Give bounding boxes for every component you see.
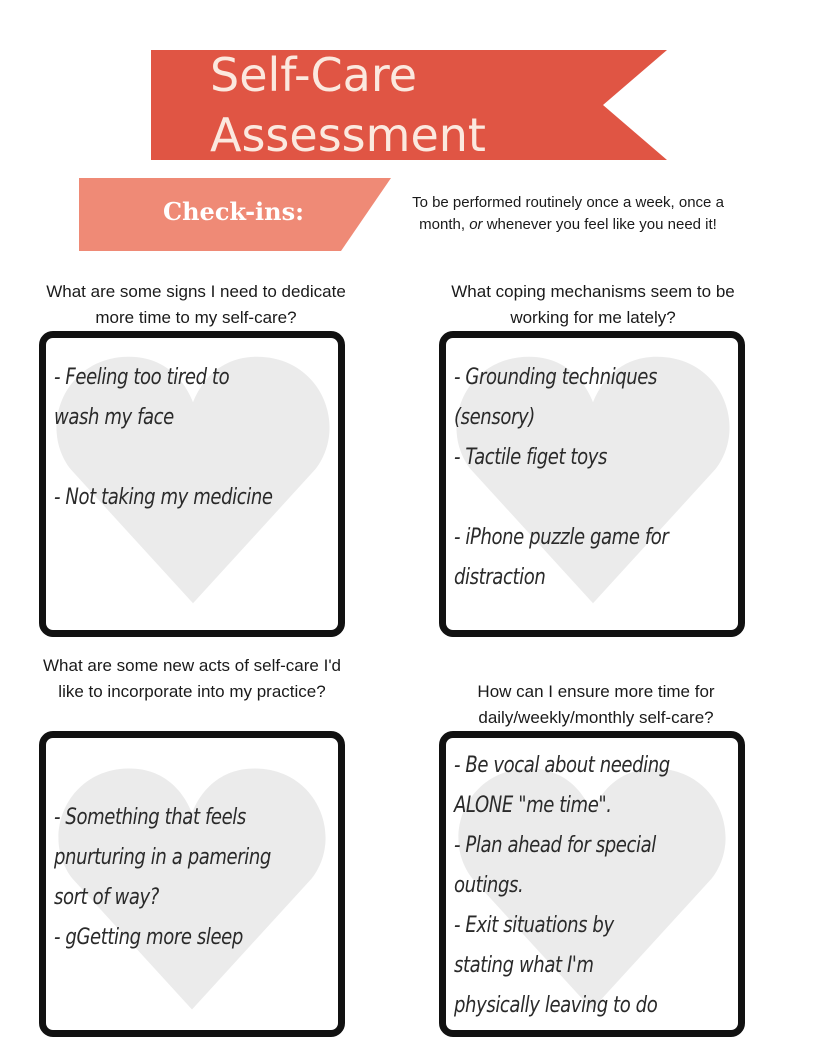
- question-coping: What coping mechanisms seem to be working for me lately?: [451, 282, 735, 327]
- answer-line: physically leaving to do: [454, 993, 658, 1018]
- answer-line: - Something that feels: [54, 805, 246, 830]
- answer-card-signs: [39, 331, 345, 637]
- answer-card-coping: [439, 331, 745, 637]
- answer-line: [54, 438, 273, 478]
- answer-line: sort of way?: [54, 885, 159, 910]
- answer-line: stating what I'm: [454, 953, 594, 978]
- answer-line: - gGetting more sleep: [54, 925, 243, 950]
- answer-line: - Grounding techniques: [454, 365, 657, 390]
- answer-line: - Exit situations by: [454, 913, 614, 938]
- answer-card-ensure-time: [439, 731, 745, 1037]
- checkins-description-text-end: whenever you feel like you need it!: [482, 216, 717, 233]
- answer-coping: [454, 358, 716, 598]
- answer-new-acts: [54, 798, 319, 958]
- answer-ensure-time: [454, 746, 717, 1026]
- answer-line: [454, 478, 668, 518]
- answer-line: wash my face: [54, 405, 174, 430]
- question-ensure-time: How can I ensure more time for daily/weekly/monthly self-care?: [477, 682, 715, 727]
- answer-line: (sensory): [454, 405, 535, 430]
- checkins-description-text: To be performed routinely once a week, once a month,: [412, 194, 724, 233]
- checkins-description: [390, 192, 746, 236]
- answer-line: - Feeling too tired to: [54, 365, 230, 390]
- answer-card-new-acts: [39, 731, 345, 1037]
- question-new-acts: What are some new acts of self-care I'd like to incorporate into my practice?: [42, 656, 342, 701]
- question-signs: What are some signs I need to dedicate more time to my self-care?: [46, 282, 346, 327]
- answer-signs: [54, 358, 321, 518]
- checkins-label: Check-ins:: [163, 197, 304, 226]
- answer-line: outings.: [454, 873, 524, 898]
- answer-line: - Not taking my medicine: [54, 485, 273, 510]
- answer-line: - iPhone puzzle game for: [454, 525, 669, 550]
- page-title-line-1: Self-Care: [210, 48, 418, 102]
- answer-line: - Plan ahead for special: [454, 833, 656, 858]
- answer-line: - Tactile figet toys: [454, 445, 607, 470]
- answer-line: - Be vocal about needing: [454, 753, 670, 778]
- page-title-line-2: Assessment: [210, 108, 486, 162]
- answer-line: pnurturing in a pamering: [54, 845, 271, 870]
- answer-line: distraction: [454, 565, 546, 590]
- checkins-description-emphasis: or: [469, 216, 483, 233]
- answer-line: ALONE "me time".: [454, 793, 612, 818]
